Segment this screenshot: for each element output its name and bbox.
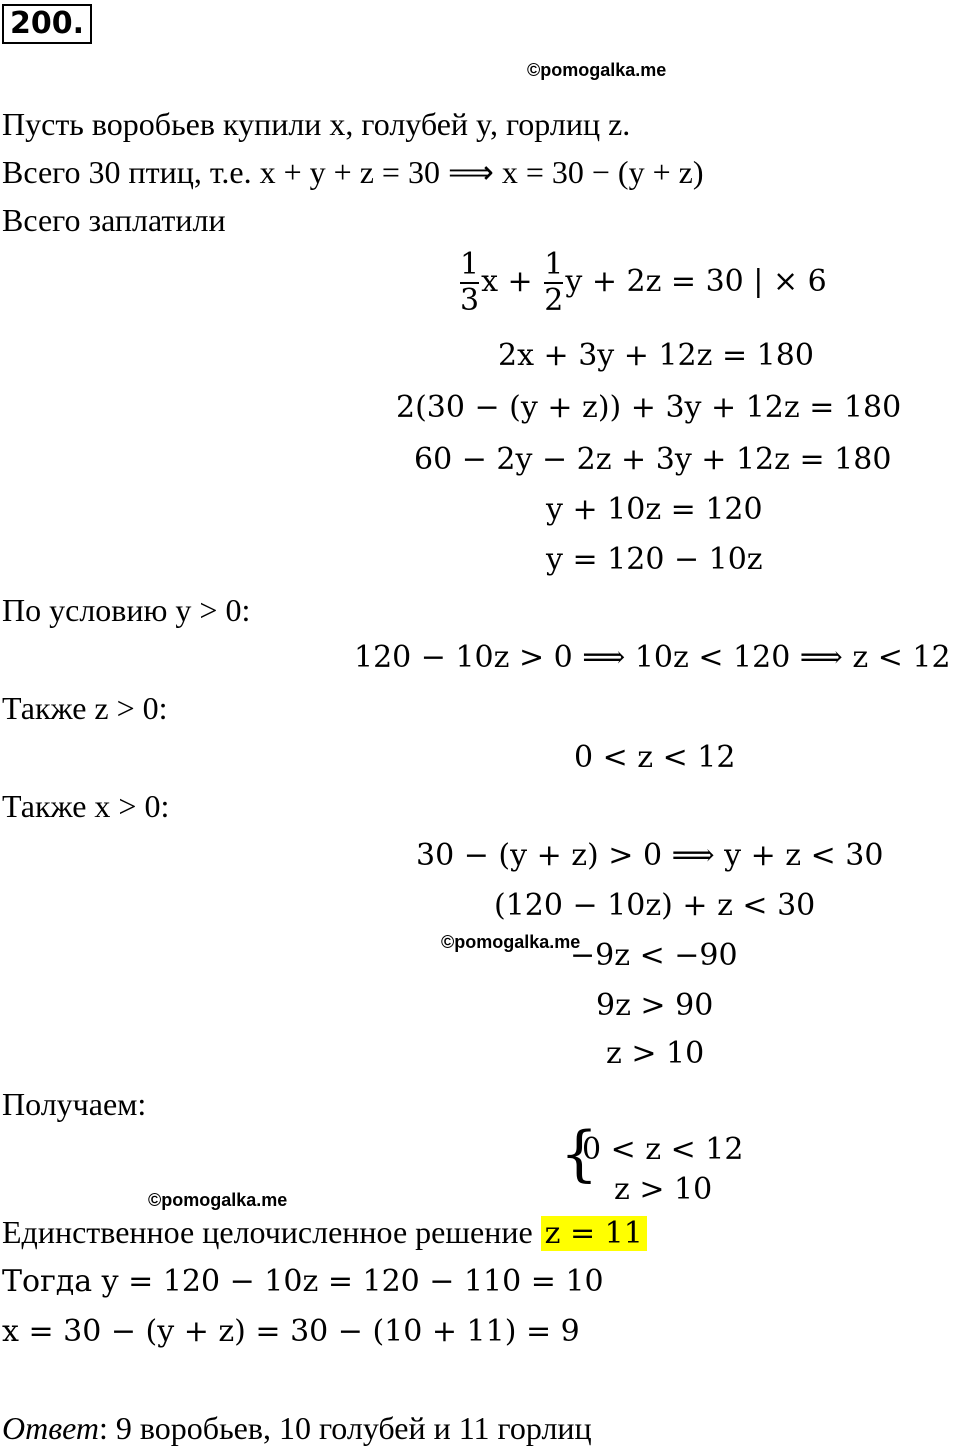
condition-x: Также x > 0: — [2, 788, 170, 824]
fraction-one-third — [460, 248, 479, 318]
unique-solution-text: Единственное целочисленное решение — [2, 1214, 533, 1250]
equation-6: y = 120 − 10z — [546, 542, 763, 577]
watermark-middle: ©pomogalka.me — [441, 932, 581, 952]
equation-3: 2(30 − (y + z)) + 3y + 12z = 180 — [396, 390, 902, 425]
condition-z: Также z > 0: — [2, 690, 168, 726]
line-intro: Пусть воробьев купили x, голубей y, горлиц z. — [2, 106, 631, 142]
x-term: x + — [481, 264, 533, 299]
line-total-birds: Всего 30 птиц, т.е. x + y + z = 30 ⟹ x = 30 − (y + z) — [2, 154, 704, 190]
equation-5: y + 10z = 120 — [546, 492, 763, 527]
equation-2: 2x + 3y + 12z = 180 — [498, 338, 814, 373]
answer-text: : 9 воробьев, 10 голубей и 11 горлиц — [99, 1410, 592, 1446]
watermark-bottom: ©pomogalka.me — [148, 1190, 288, 1210]
line-unique-solution — [2, 1212, 647, 1254]
watermark-top: ©pomogalka.me — [527, 60, 667, 80]
problem-number: 200. — [2, 4, 92, 44]
inequality-1: 120 − 10z > 0 ⟹ 10z < 120 ⟹ z < 12 — [354, 640, 951, 675]
fraction-numerator: 1 — [460, 247, 480, 282]
fraction-denominator: 2 — [544, 283, 564, 318]
equation-rest: y + 2z = 30 | × 6 — [565, 264, 827, 299]
line-result: Получаем: — [2, 1086, 147, 1122]
fraction-denominator: 3 — [460, 283, 480, 318]
line-total-paid: Всего заплатили — [2, 202, 226, 238]
inequality-3: 30 − (y + z) > 0 ⟹ y + z < 30 — [416, 838, 884, 873]
system-line-1: 0 < z < 12 — [582, 1132, 744, 1167]
fraction-one-half — [544, 248, 563, 318]
system-brace: { — [560, 1119, 599, 1189]
line-x-value: x = 30 − (y + z) = 30 − (10 + 11) = 9 — [2, 1314, 580, 1349]
equation-price — [458, 248, 827, 318]
answer-label: Ответ — [2, 1410, 99, 1446]
line-y-value: Тогда y = 120 − 10z = 120 − 110 = 10 — [2, 1264, 604, 1299]
inequality-2: 0 < z < 12 — [574, 740, 736, 775]
fraction-numerator: 1 — [544, 247, 564, 282]
system-line-2: z > 10 — [614, 1172, 713, 1207]
inequality-7: z > 10 — [606, 1036, 705, 1071]
answer-line — [2, 1408, 592, 1448]
inequality-5: −9z < −90 — [570, 938, 738, 973]
inequality-4: (120 − 10z) + z < 30 — [494, 888, 816, 923]
condition-y: По условию y > 0: — [2, 592, 251, 628]
equation-4: 60 − 2y − 2z + 3y + 12z = 180 — [414, 442, 892, 477]
highlighted-z-value: z = 11 — [541, 1216, 647, 1251]
inequality-6: 9z > 90 — [596, 988, 714, 1023]
